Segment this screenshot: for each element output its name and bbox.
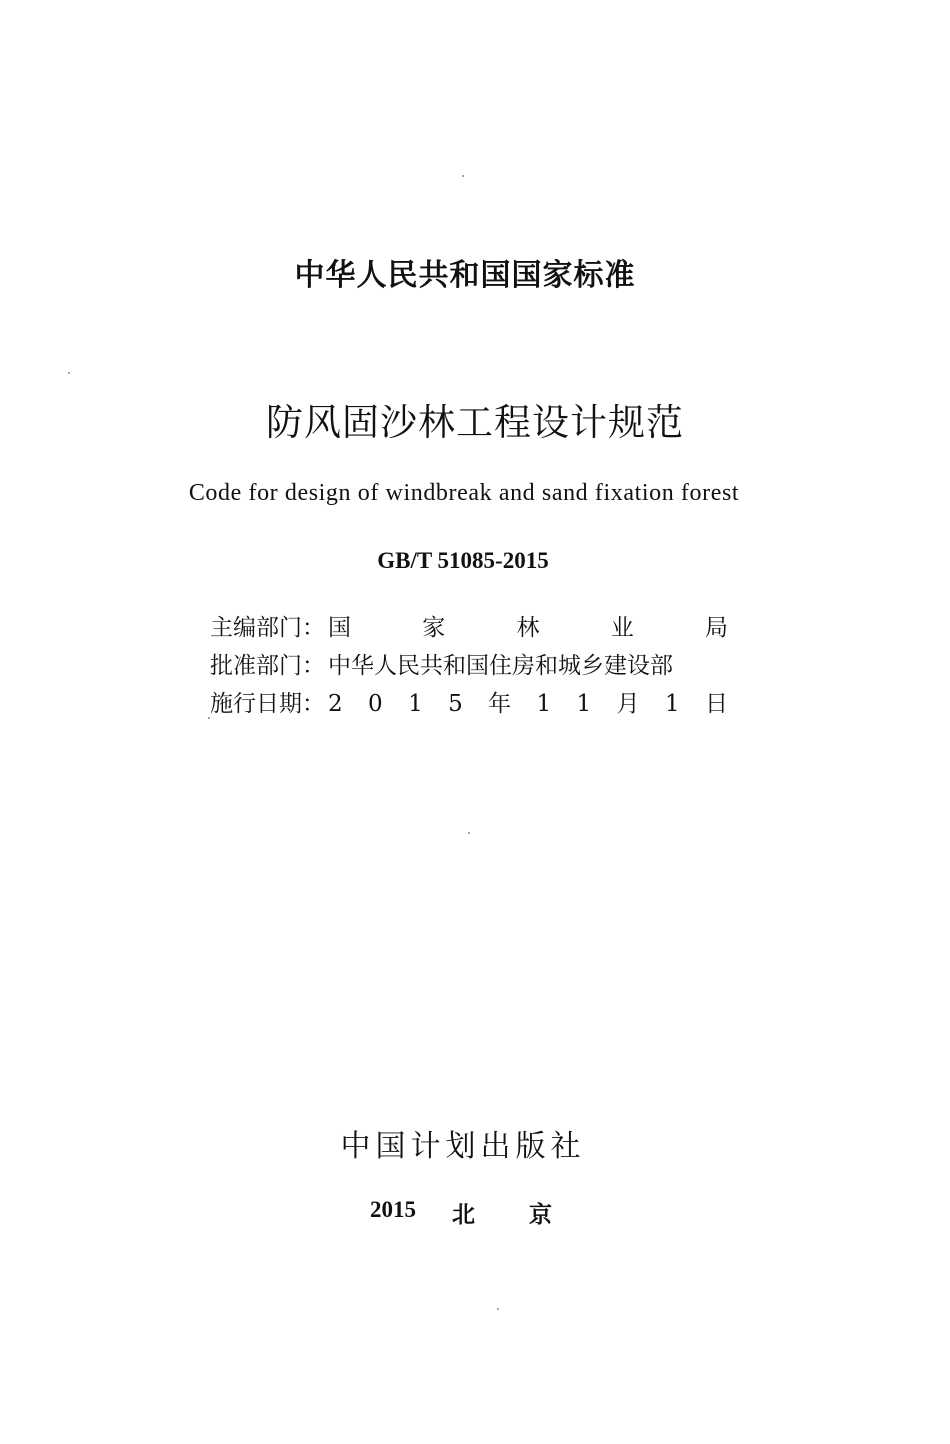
publisher-name: 中国计划出版社 xyxy=(340,1129,586,1164)
date-char: 5 xyxy=(448,691,463,717)
title-chinese: 防风固沙林工程设计规范 xyxy=(266,401,684,444)
scan-speck xyxy=(68,372,70,374)
approver-label: 批准部门： xyxy=(210,653,325,679)
chief-editor-char: 局 xyxy=(705,615,728,641)
date-char: 2 xyxy=(328,691,343,717)
date-char: 1 xyxy=(536,691,552,717)
publication-city xyxy=(452,1196,552,1229)
scan-speck xyxy=(497,1308,499,1310)
approver-row xyxy=(210,649,740,683)
chief-editor-char: 业 xyxy=(610,615,634,641)
chief-editor-label: 主编部门： xyxy=(210,615,325,641)
chief-editor-char: 家 xyxy=(422,615,446,641)
title-english: Code for design of windbreak and sand fixation forest xyxy=(188,480,740,506)
date-char: 0 xyxy=(368,691,383,717)
date-char: 1 xyxy=(408,691,423,717)
city-char: 北 xyxy=(452,1202,475,1228)
approver-value: 中华人民共和国住房和城乡建设部 xyxy=(328,653,673,679)
chief-editor-value xyxy=(328,611,728,645)
effective-date-label: 施行日期： xyxy=(210,691,325,717)
date-char: 1 xyxy=(664,691,680,717)
date-char: 1 xyxy=(576,691,592,717)
date-char: 日 xyxy=(705,691,728,717)
chief-editor-char: 林 xyxy=(516,615,540,641)
chief-editor-row xyxy=(210,611,740,645)
scan-speck xyxy=(468,832,470,834)
city-char: 京 xyxy=(529,1202,552,1228)
date-char: 月 xyxy=(616,691,640,717)
chief-editor-char: 国 xyxy=(328,615,351,641)
effective-date-value xyxy=(328,687,728,721)
standard-number: GB/T 51085-2015 xyxy=(377,548,549,573)
standard-series-heading: 中华人民共和国国家标准 xyxy=(294,258,636,293)
effective-date-row xyxy=(210,687,740,721)
scan-speck xyxy=(462,175,464,177)
publication-place xyxy=(370,1196,552,1228)
publication-year: 2015 xyxy=(370,1197,416,1222)
scan-speck xyxy=(208,717,210,719)
date-char: 年 xyxy=(488,691,512,717)
